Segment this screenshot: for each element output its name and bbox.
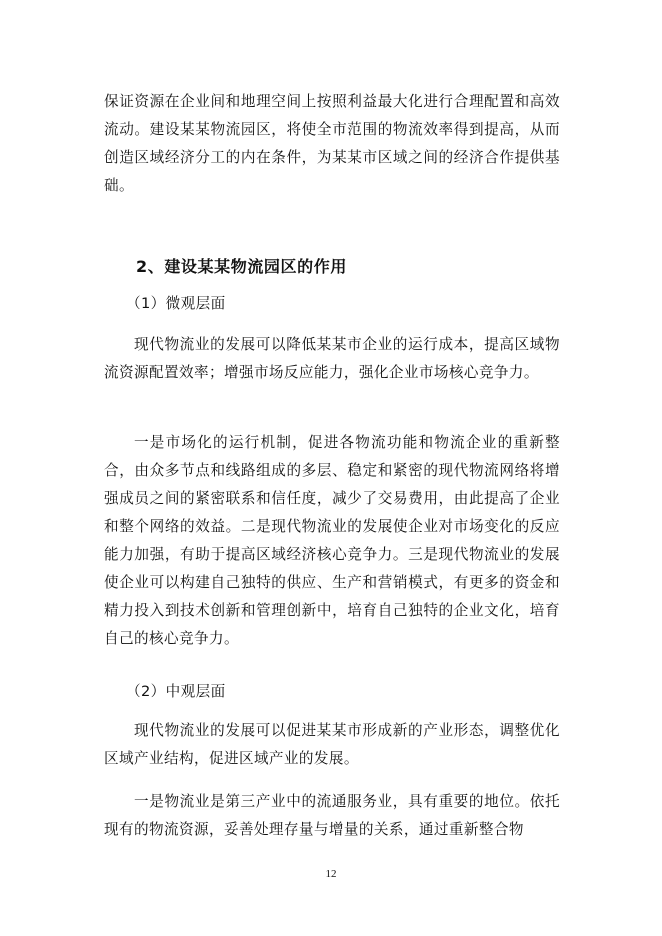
paragraph-meso-details: 一是物流业是第三产业中的流通服务业，具有重要的地位。依托现有的物流资源，妥善处理存量与增量的关系，通过重新整合物	[104, 793, 560, 838]
paragraph-micro-summary: 现代物流业的发展可以降低某某市企业的运行成本，提高区域物流资源配置效率；增强市场反应能力，强化企业市场核心竞争力。	[104, 336, 560, 381]
subsection-micro-level: （1）微观层面	[126, 295, 226, 312]
page-number: 12	[325, 868, 337, 880]
subsection-meso-level: （2）中观层面	[126, 683, 226, 700]
paragraph-meso-summary: 现代物流业的发展可以促进某某市形成新的产业形态，调整优化区域产业结构，促进区域产业的发展。	[104, 722, 560, 767]
paragraph-micro-details: 一是市场化的运行机制，促进各物流功能和物流企业的重新整合，由众多节点和线路组成的多层、稳定和紧密的现代物流网络将增强成员之间的紧密联系和信任度，减少了交易费用，由此提高了企业和整个网络的效益。二是现代物流业的发展使企业对市场变化的反应能力加强，有助于提高区域经济核心竞争力。三是现代物流业的发展使企业可以构建自己独特的供应、生产和营销模式，有更多的资金和精力投入到技术创新和管理创新中，培育自己独特的企业文化，培育自己的核心竞争力。	[104, 434, 560, 647]
paragraph-resource-allocation: 保证资源在企业间和地理空间上按照利益最大化进行合理配置和高效流动。建设某某物流园区，将使全市范围的物流效率得到提高，从而创造区域经济分工的内在条件，为某某市区域之间的经济合作提供基础。	[104, 93, 560, 194]
section-heading: 2、建设某某物流园区的作用	[136, 257, 347, 276]
